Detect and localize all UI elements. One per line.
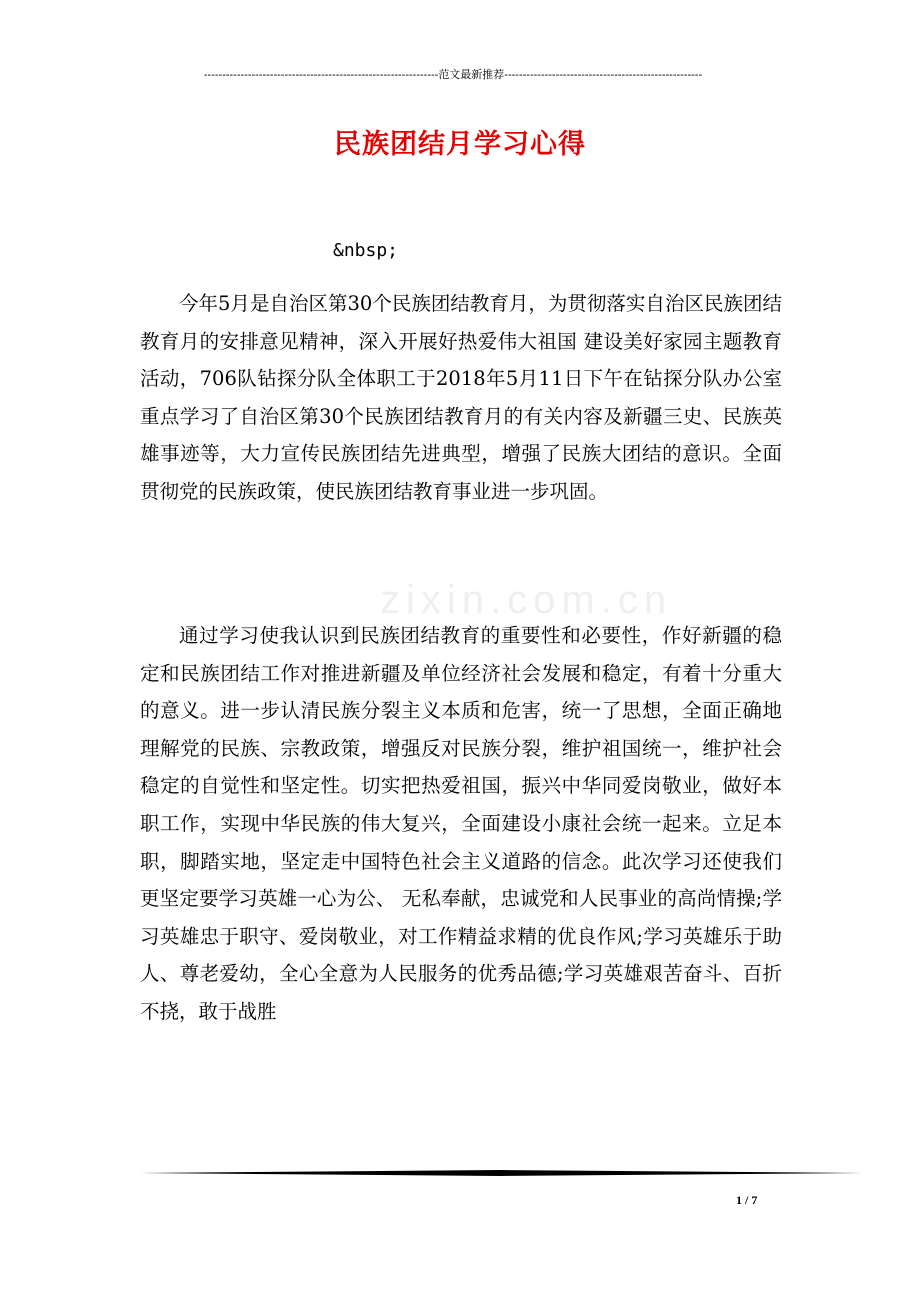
body-paragraph-2: 通过学习使我认识到民族团结教育的重要性和必要性，作好新疆的稳定和民族团结工作对推进新疆及单位经济社会发展和稳定，有着十分重大的意义。进一步认清民族分裂主义本质和危害，统一了思想，全面正确地理解党的民族、宗教政策，增强反对民族分裂，维护祖国统一，维护社会稳定的自觉性和坚定性。切实把热爱祖国，振兴中华同爱岗敬业，做好本职工作，实现中华民族的伟大复兴，全面建设小康社会统一起来。立足本职，脚踏实地，坚定走中国特色社会主义道路的信念。此次学习还使我们更坚定要学习英雄一心为公、 无私奉献，忠诚党和人民事业的高尚情操;学习英雄忠于职守、爱岗敬业，对工作精益求精的优良作风;学习英雄乐于助人、尊老爱幼，全心全意为人民服务的优秀品德;学习英雄艰苦奋斗、百折不挠，敢于战胜 <box>140 624 782 1023</box>
watermark: zixin.com.cn <box>380 578 673 622</box>
body-paragraph-1: 今年5月是自治区第30个民族团结教育月，为贯彻落实自治区民族团结教育月的安排意见精神，深入开展好热爱伟大祖国 建设美好家园主题教育活动，706队钻探分队全体职工于2018年5月11日下午在钻探分队办公室重点学习了自治区第30个民族团结教育月的有关内容及新疆三史、民族英雄事迹等，大力宣传民族团结先进典型，增强了民族大团结的意识。全面贯彻党的民族政策，使民族团结教育事业进一步巩固。 <box>140 292 782 503</box>
page-number: 1 / 7 <box>736 1193 758 1207</box>
footer-rule <box>140 1170 863 1176</box>
placeholder-text: &nbsp; <box>333 240 399 261</box>
document-title: 民族团结月学习心得 <box>334 129 586 160</box>
page-header: ----------------------------------------------------------------范文最新推荐------------------------------------------------------ <box>203 69 703 81</box>
